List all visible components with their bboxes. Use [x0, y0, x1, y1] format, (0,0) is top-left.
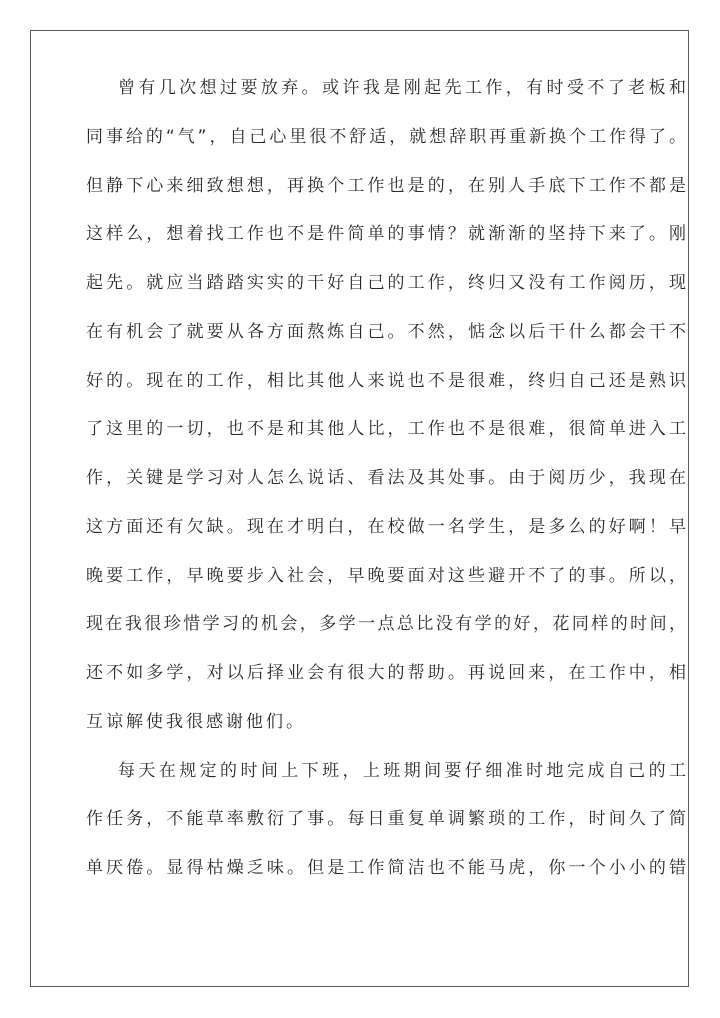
text-line: 作，关键是学习对人怎么说话、看法及其处事。由于阅历少，我现在: [86, 468, 686, 488]
text-line: 作任务，不能草率敷衍了事。每日重复单调繁琐的工作，时间久了简: [86, 809, 686, 829]
text-line: 晚要工作，早晚要步入社会，早晚要面对这些避开不了的事。所以，: [86, 566, 686, 586]
text-line: 单厌倦。显得枯燥乏味。但是工作简洁也不能马虎，你一个小小的错: [86, 858, 686, 878]
text-line: 互谅解使我很感谢他们。: [86, 712, 306, 732]
text-line: 在有机会了就要从各方面熬炼自己。不然，惦念以后干什么都会干不: [86, 322, 686, 342]
text-line: 但静下心来细致想想，再换个工作也是的，在别人手底下工作不都是: [86, 176, 686, 196]
text-line: 起先。就应当踏踏实实的干好自己的工作，终归又没有工作阅历，现: [86, 273, 686, 293]
text-line: 这样么，想着找工作也不是件简单的事情？就渐渐的坚持下来了。刚: [86, 224, 686, 244]
text-line: 了这里的一切，也不是和其他人比，工作也不是很难，很简单进入工: [86, 419, 686, 439]
text-line: 还不如多学，对以后择业会有很大的帮助。再说回来，在工作中，相: [86, 663, 686, 683]
text-line: 同事给的“气”，自己心里很不舒适，就想辞职再重新换个工作得了。: [86, 127, 686, 147]
text-line: 这方面还有欠缺。现在才明白，在校做一名学生，是多么的好啊！早: [86, 517, 686, 537]
text-line: 现在我很珍惜学习的机会，多学一点总比没有学的好，花同样的时间，: [86, 614, 686, 634]
text-line: 好的。现在的工作，相比其他人来说也不是很难，终归自己还是熟识: [86, 371, 686, 391]
text-line: 每天在规定的时间上下班，上班期间要仔细准时地完成自己的工: [118, 761, 686, 781]
text-line: 曾有几次想过要放弃。或许我是刚起先工作，有时受不了老板和: [118, 78, 686, 98]
